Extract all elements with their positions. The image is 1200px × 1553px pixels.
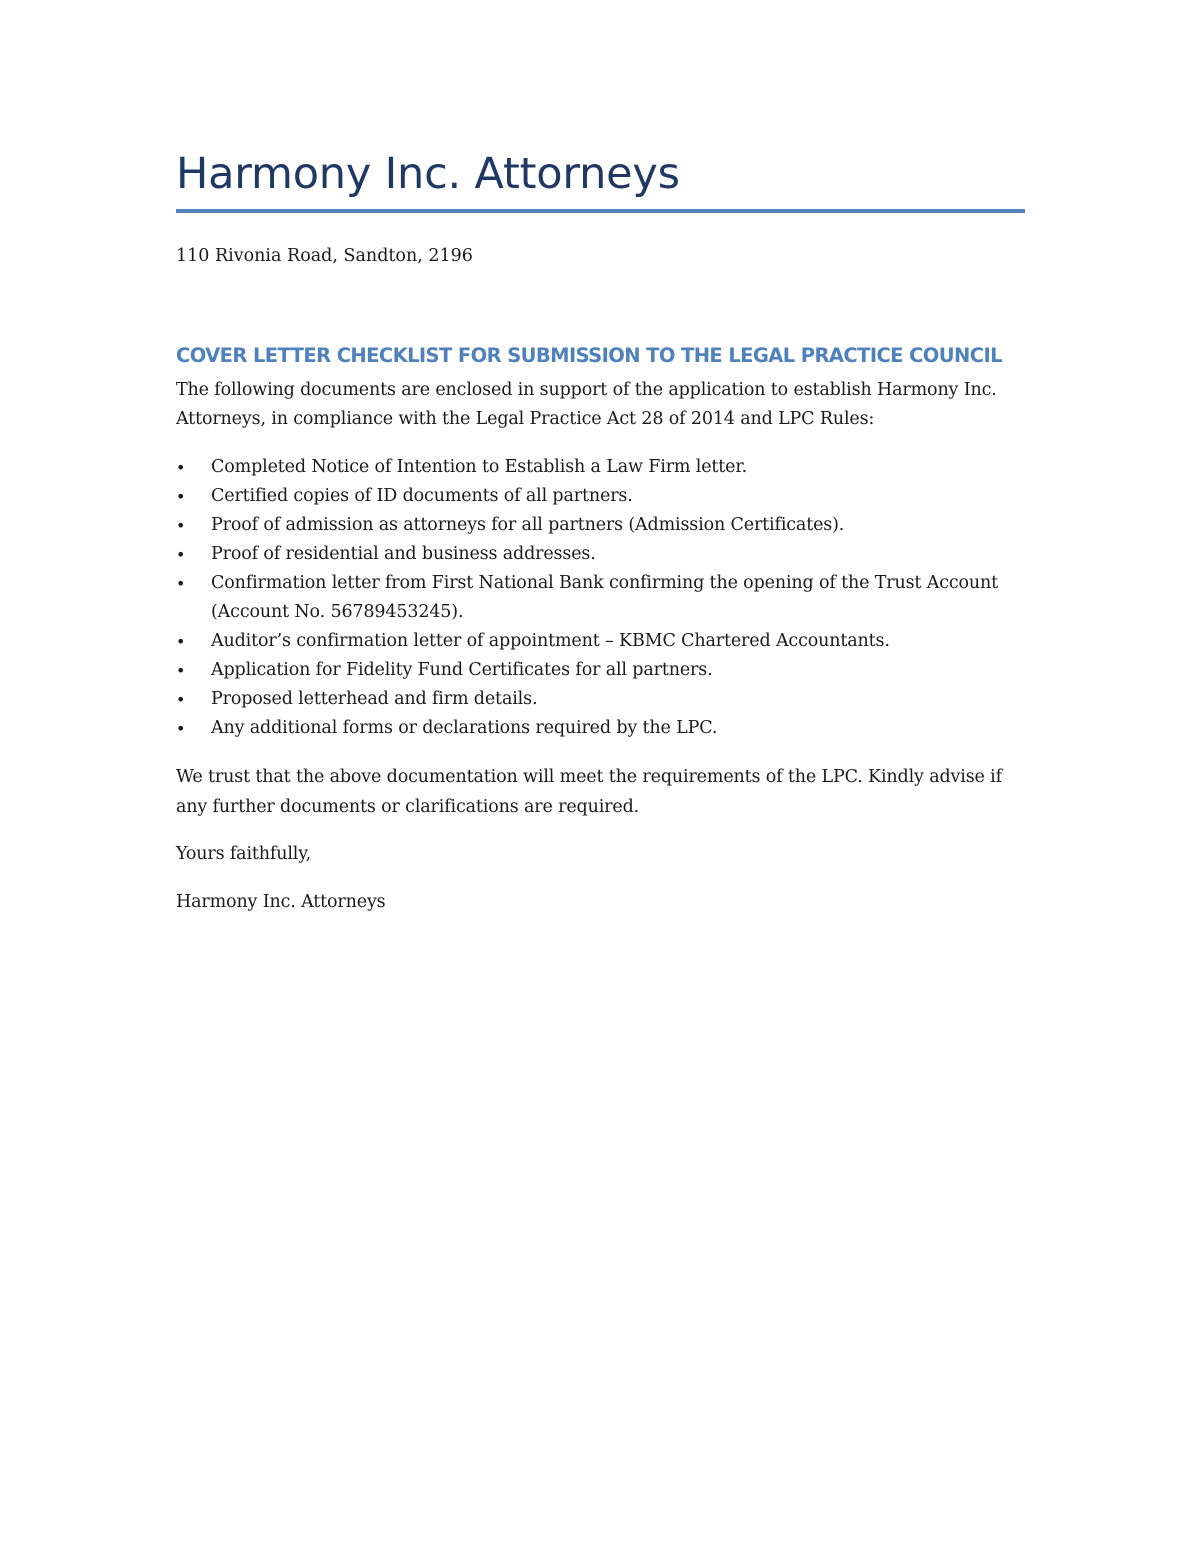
bullet-icon: • bbox=[176, 516, 186, 535]
list-item bbox=[176, 685, 1026, 714]
checklist-heading: COVER LETTER CHECKLIST FOR SUBMISSION TO THE LEGAL PRACTICE COUNCIL bbox=[176, 344, 1002, 367]
list-item-text: Proof of residential and business addresses. bbox=[211, 544, 596, 564]
list-item-text: Any additional forms or declarations required by the LPC. bbox=[211, 718, 718, 738]
list-item bbox=[176, 453, 1026, 482]
bullet-icon: • bbox=[176, 661, 186, 680]
list-item bbox=[176, 482, 1026, 511]
list-item-text: Auditor’s confirmation letter of appointment – KBMC Chartered Accountants. bbox=[211, 631, 890, 651]
bullet-icon: • bbox=[176, 545, 186, 564]
sign-off: Yours faithfully, bbox=[176, 844, 312, 864]
list-item-text: Proof of admission as attorneys for all partners (Admission Certificates). bbox=[211, 515, 845, 535]
list-item bbox=[176, 714, 1026, 743]
list-item bbox=[176, 656, 1026, 685]
bullet-icon: • bbox=[176, 632, 186, 651]
firm-name-title: Harmony Inc. Attorneys bbox=[176, 149, 680, 199]
document-checklist bbox=[176, 453, 1026, 743]
list-item-text: Proposed letterhead and firm details. bbox=[211, 689, 538, 709]
bullet-icon: • bbox=[176, 487, 186, 506]
list-item bbox=[176, 540, 1026, 569]
intro-paragraph: The following documents are enclosed in support of the application to establish Harmony Inc. Attorneys, in compliance with the Legal Practice Act 28 of 2014 and LPC Rules: bbox=[176, 380, 997, 429]
list-item bbox=[176, 511, 1026, 540]
bullet-icon: • bbox=[176, 574, 186, 593]
list-item-text: Application for Fidelity Fund Certificates for all partners. bbox=[211, 660, 713, 680]
bullet-icon: • bbox=[176, 719, 186, 738]
closing-paragraph: We trust that the above documentation will meet the requirements of the LPC. Kindly advise if any further documents or clarifications are required. bbox=[176, 767, 1002, 817]
list-item-text: Certified copies of ID documents of all partners. bbox=[211, 486, 633, 506]
title-underline-divider bbox=[176, 209, 1025, 213]
list-item-text: Completed Notice of Intention to Establish a Law Firm letter. bbox=[211, 457, 748, 477]
firm-address: 110 Rivonia Road, Sandton, 2196 bbox=[176, 246, 473, 266]
list-item bbox=[176, 627, 1026, 656]
list-item-text: Confirmation letter from First National Bank confirming the opening of the Trust Account (Account No. 56789453245). bbox=[211, 573, 999, 622]
bullet-icon: • bbox=[176, 458, 186, 477]
signature-firm-name: Harmony Inc. Attorneys bbox=[176, 892, 386, 912]
list-item bbox=[176, 569, 1026, 627]
bullet-icon: • bbox=[176, 690, 186, 709]
